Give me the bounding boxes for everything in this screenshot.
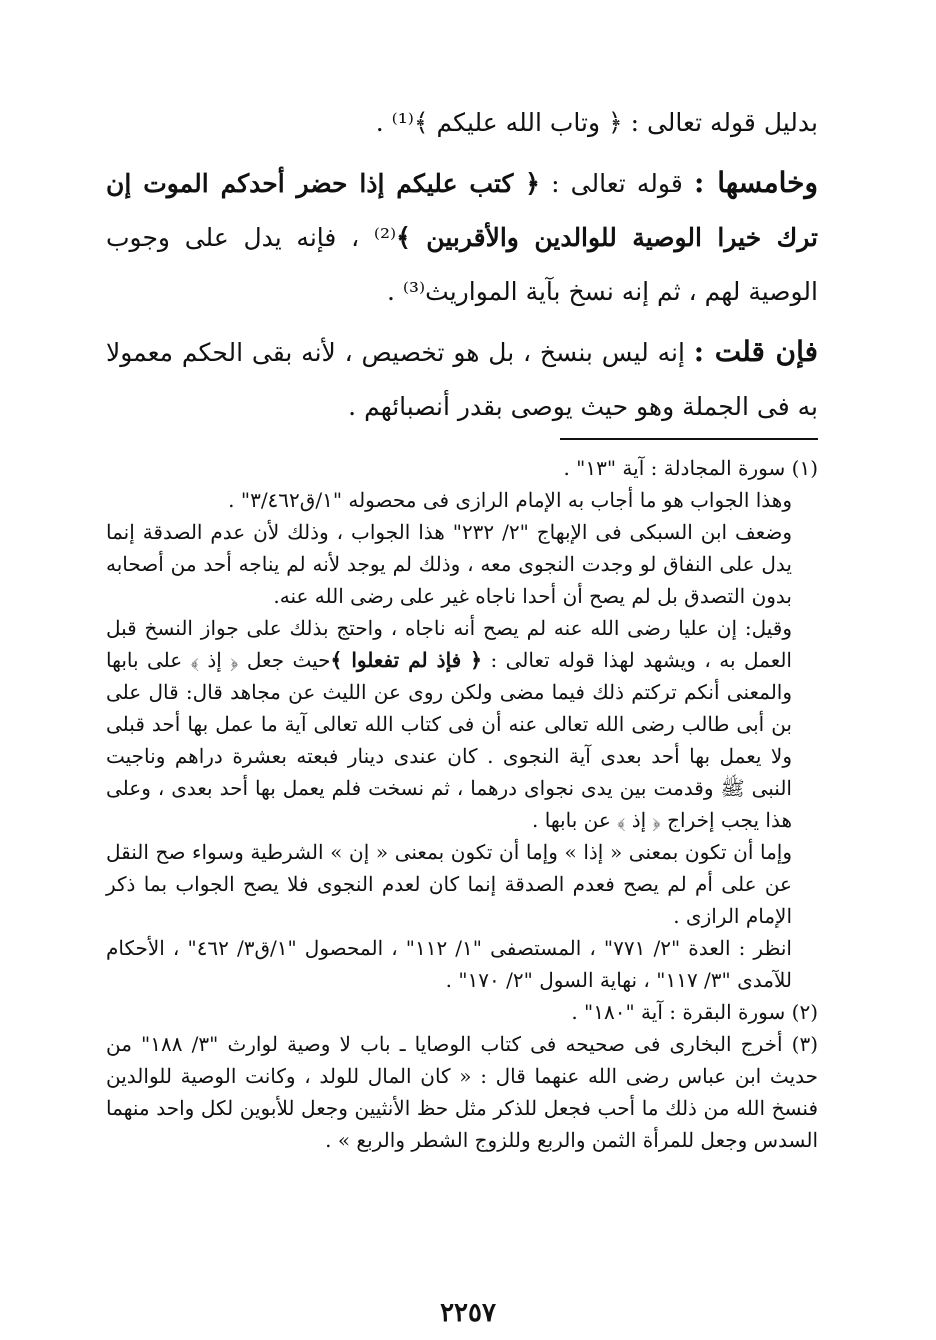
footnote-1-heading	[106, 452, 818, 484]
paragraph-1: بدليل قوله تعالى : ﴿ وتاب الله عليكم ﴾⁽¹⁾ .	[375, 108, 818, 137]
footnotes	[106, 452, 818, 1156]
footnote-1-line-4-intro: وقيل: إن عليا رضى الله عنه لم يصح أنه ناجاه ، واحتج بذلك على جواز النسخ قبل العمل به ، ويشهد لهذا قوله تعالى :	[106, 616, 792, 672]
footnote-2-number: (٢)	[791, 1000, 818, 1024]
footnote-separator	[560, 438, 818, 440]
paragraph-3-lead: فإن قلت :	[693, 335, 818, 368]
footnote-3-number: (٣)	[791, 1032, 818, 1056]
footnote-1-line-4-quote: ﴿ فإذ لم تفعلوا ﴾	[330, 648, 482, 672]
footnote-3	[106, 1028, 818, 1156]
footnote-3-text: أخرج البخارى فى صحيحه فى كتاب الوصايا ـ باب لا وصية لوارث "٣/ ١٨٨" من حديث ابن عباس رضى الله عنهما قال : « كان المال للولد ، وكانت الوصية للوالدين فنسخ الله من ذلك ما أحب فجعل للذكر مثل حظ الأنثيين وجعل للأبوين لكل واحد منهما السدس وجعل للمرأة الثمن والربع وللزوج الشطر والربع » .	[106, 1032, 819, 1152]
paragraph-2	[106, 156, 818, 319]
footnote-1-line-4-rest: حيث جعل ﴿ إذ ﴾ على بابها والمعنى أنكم تركتم ذلك فيما مضى ولكن روى عن الليث عن مجاهد قال: قال على بن أبى طالب رضى الله تعالى عنه أن فى كتاب الله تعالى آية ما عمل بها أحد قبلى ولا يعمل بها أحد بعدى آية النجوى . كان عندى دينار فبعته بعشرة دراهم وناجيت النبى ﷺ وقدمت بين يدى نجواى درهما ، ثم نسخت فلم يعمل بها أحد بعدى ، وعلى هذا يجب إخراج ﴿ إذ ﴾ عن بابها .	[106, 648, 792, 832]
footnote-2	[106, 996, 818, 1028]
main-text	[106, 96, 818, 434]
paragraph-3-text: إنه ليس بنسخ ، بل هو تخصيص ، لأنه بقى الحكم معمولا به فى الجملة وهو حيث يوصى بقدر أنصبائهم .	[106, 338, 818, 421]
paragraph-2-intro: قوله تعالى :	[539, 169, 694, 198]
footnote-1-line-4	[106, 612, 818, 836]
footnote-1-line-5: وإما أن تكون بمعنى « إذا » وإما أن تكون بمعنى « إن » الشرطية وسواء صح النقل عن على أم لم يصح فعدم الصدقة إنما كان لعدم النجوى فلا يصح الجواب بما ذكر الإمام الرازى .	[106, 840, 793, 928]
page-number: ٢٢٥٧	[440, 1298, 496, 1328]
footnote-1-line-6: انظر : العدة "٢/ ٧٧١" ، المستصفى "١/ ١١٢" ، المحصول "١/ق٣/ ٤٦٢" ، الأحكام للآمدى "٣/ ١١٧" ، نهاية السول "٢/ ١٧٠" .	[106, 936, 792, 992]
footnote-2-text: سورة البقرة : آية "١٨٠" .	[571, 1000, 786, 1024]
footnote-1-line-1: سورة المجادلة : آية "١٣" .	[563, 456, 786, 480]
paragraph-3	[106, 325, 818, 434]
footnote-1-number: (١)	[791, 456, 818, 480]
footnote-1-line-3: وضعف ابن السبكى فى الإبهاج "٢/ ٢٣٢" هذا الجواب ، وذلك لأن عدم الصدقة إنما يدل على النفاق لو وجدت النجوى معه ، وذلك لم يوجد لأنه لم يناجه أحد من أصحابه بدون التصدق بل لم يصح أن أحدا ناجاه غير على رضى الله عنه.	[106, 520, 792, 608]
paragraph-2-lead: وخامسها :	[693, 166, 819, 199]
paragraph-2-quote: ﴿ كتب عليكم إذا حضر أحدكم الموت إن ترك خيرا الوصية للوالدين والأقربين ﴾	[106, 169, 818, 252]
paragraph-2-rest: ⁽²⁾ ، فإنه يدل على وجوب الوصية لهم ، ثم إنه نسخ بآية المواريث⁽³⁾ .	[106, 223, 818, 306]
footnote-1-line-2: وهذا الجواب هو ما أجاب به الإمام الرازى فى محصوله "١/ق٣/٤٦٢" .	[228, 488, 792, 512]
